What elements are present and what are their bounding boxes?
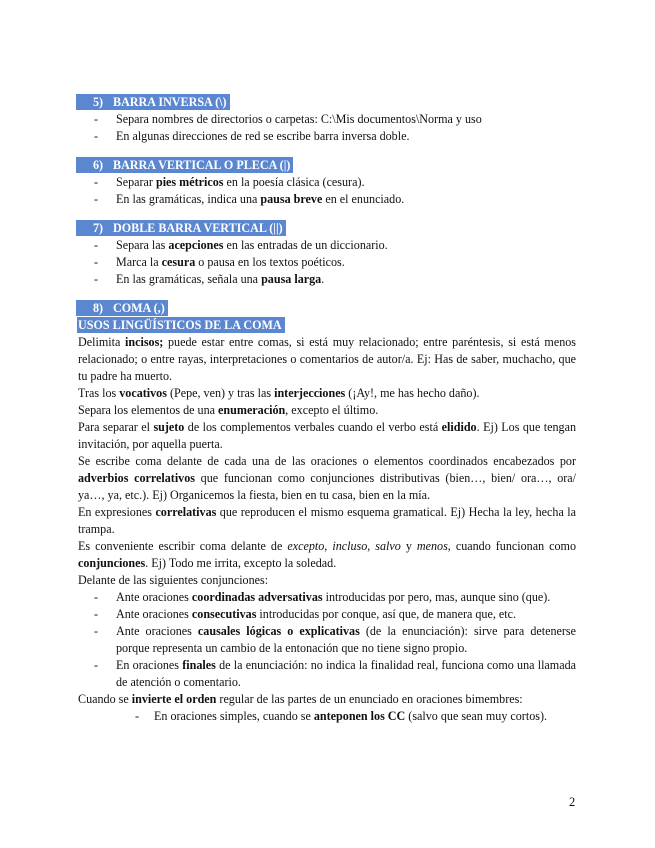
- bullet-list: [78, 708, 576, 725]
- list-item: - Ante oraciones causales lógicas o explicativas (de la enunciación): sirve para detenerse porque representa un cambio de la entonación que no tiene signo propio.: [116, 623, 576, 657]
- bullet-list: [78, 111, 576, 145]
- paragraph: Separa los elementos de una enumeración, excepto el último.: [78, 403, 379, 417]
- list-item: - Separa nombres de directorios o carpetas: C:\Mis documentos\Norma y uso: [116, 111, 576, 128]
- section-coma: [78, 300, 576, 725]
- paragraph: Es conveniente escribir coma delante de excepto, incluso, salvo y menos, cuando funcionan como conjunciones. Ej) Todo me irrita, excepto la soledad.: [78, 539, 576, 570]
- subsection-title: USOS LINGÜÍSTICOS DE LA COMA: [77, 317, 285, 333]
- section-barra-inversa: [78, 94, 576, 145]
- bullet-list: [78, 237, 576, 288]
- paragraph: En expresiones correlativas que reproducen el mismo esquema gramatical. Ej) Hecha la ley, hecha la trampa.: [78, 505, 576, 536]
- paragraph: Delante de las siguientes conjunciones:: [78, 573, 269, 587]
- page-number: 2: [569, 795, 576, 809]
- list-item: - En las gramáticas, indica una pausa breve en el enunciado.: [116, 191, 576, 208]
- bullet-list: [78, 589, 576, 691]
- section-heading: 6) BARRA VERTICAL O PLECA (|): [76, 157, 293, 173]
- list-item: - Separar pies métricos en la poesía clásica (cesura).: [116, 174, 576, 191]
- list-item: - En algunas direcciones de red se escribe barra inversa doble.: [116, 128, 576, 145]
- paragraph: Tras los vocativos (Pepe, ven) y tras las interjecciones (¡Ay!, me has hecho daño).: [78, 386, 480, 400]
- list-item: - Marca la cesura o pausa en los textos poéticos.: [116, 254, 576, 271]
- section-barra-vertical: [78, 157, 576, 208]
- section-heading: 8) COMA (,): [76, 300, 168, 316]
- section-heading: 5) BARRA INVERSA (\): [76, 94, 230, 110]
- list-item: - Ante oraciones consecutivas introducidas por conque, así que, de manera que, etc.: [116, 606, 576, 623]
- page-content: [78, 94, 576, 725]
- list-item: - En oraciones finales de la enunciación: no indica la finalidad real, funciona como una llamada de atención o comentario.: [116, 657, 576, 691]
- paragraph: Para separar el sujeto de los complementos verbales cuando el verbo está elidido. Ej) Los que tengan invitación, por aquella puerta.: [78, 420, 576, 451]
- list-item: - En las gramáticas, señala una pausa larga.: [116, 271, 576, 288]
- section-heading: 7) DOBLE BARRA VERTICAL (||): [76, 220, 286, 236]
- list-item: - Separa las acepciones en las entradas de un diccionario.: [116, 237, 576, 254]
- bullet-list: [78, 174, 576, 208]
- paragraph: Delimita incisos; puede estar entre comas, si está muy relacionado; entre paréntesis, si está menos relacionado; o entre rayas, interpretaciones o comentarios de autor/a. Ej: Has de saber, muchacho, que tu padre ha muerto.: [78, 335, 576, 383]
- paragraph: Se escribe coma delante de cada una de las oraciones o elementos coordinados encabezados por adverbios correlativos que funcionan como conjunciones distributivas (bien…, bien/ ora…, ora/ ya…, ya, etc.). Ej) Organicemos la fiesta, bien en tu casa, bien en la mía.: [78, 454, 577, 502]
- paragraph: Cuando se invierte el orden regular de las partes de un enunciado en oraciones bimembres:: [78, 692, 523, 706]
- section-doble-barra: [78, 220, 576, 288]
- list-item: - Ante oraciones coordinadas adversativas introducidas por pero, mas, aunque sino (que).: [116, 589, 576, 606]
- list-item: - En oraciones simples, cuando se anteponen los CC (salvo que sean muy cortos).: [154, 708, 576, 725]
